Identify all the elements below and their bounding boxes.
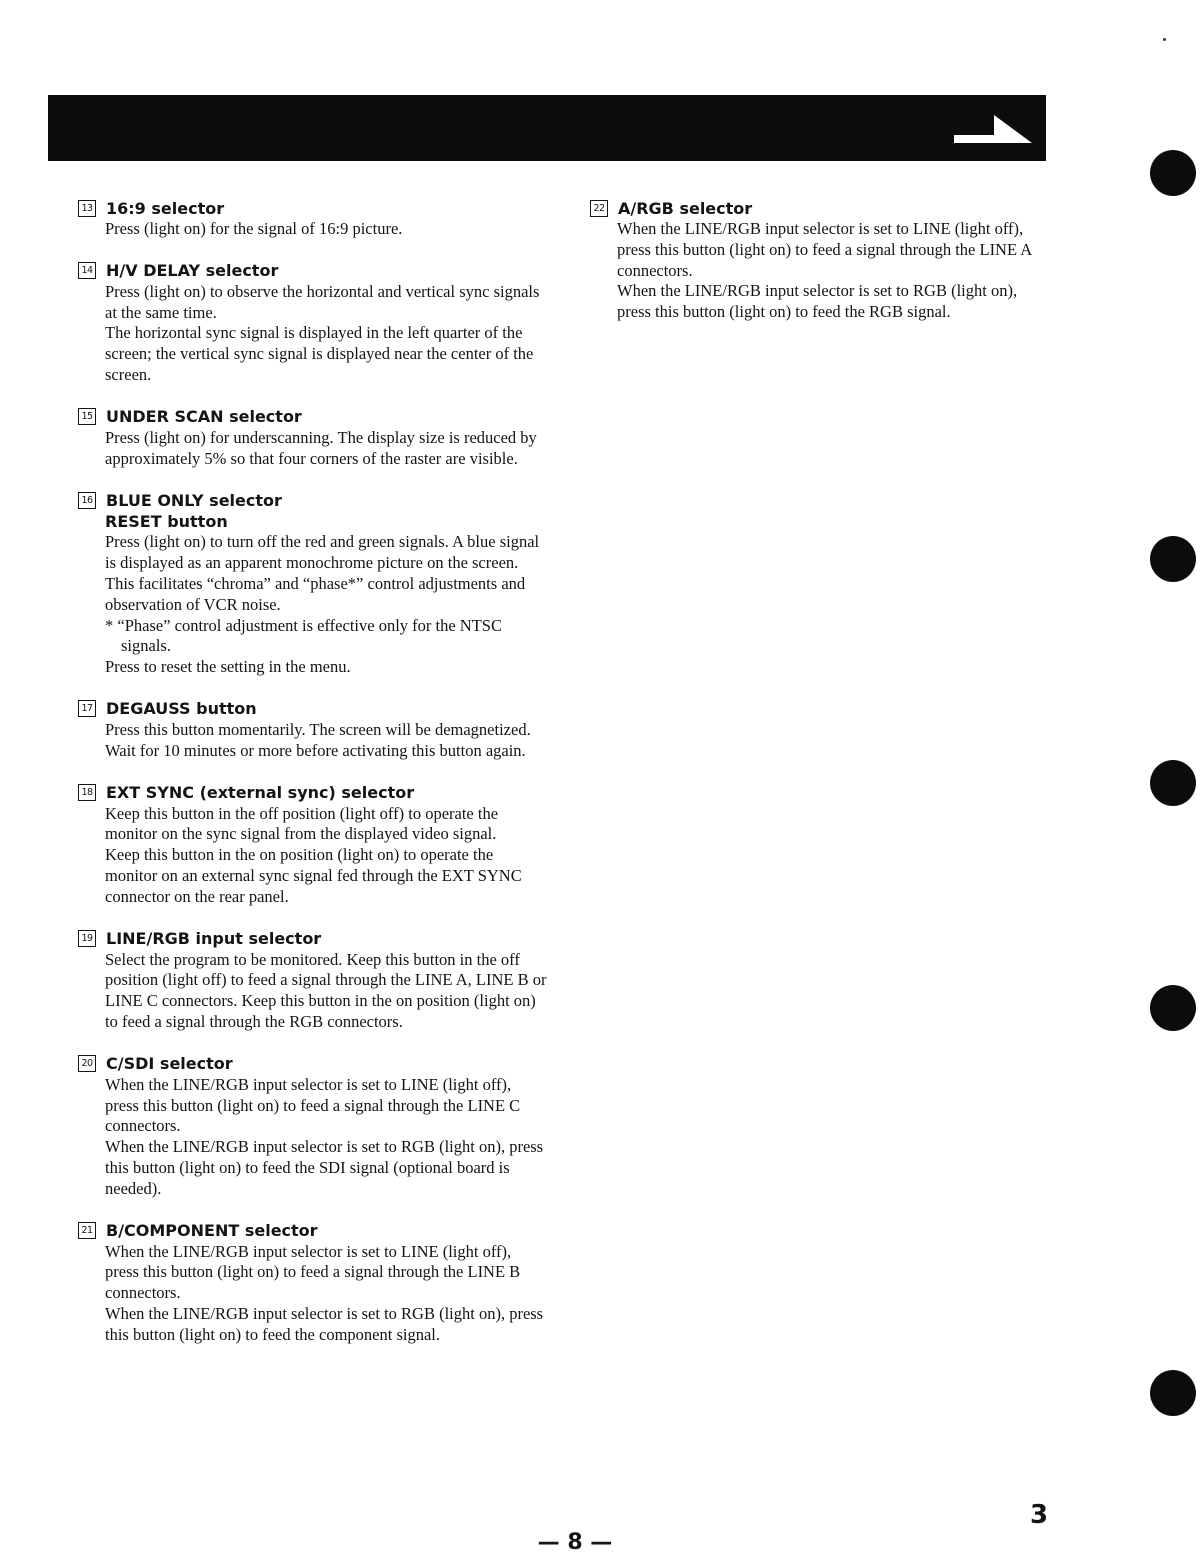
item-22 xyxy=(590,197,1040,323)
bullet-dot-5 xyxy=(1150,1370,1196,1416)
item-number: 16 xyxy=(78,492,96,509)
item-number: 19 xyxy=(78,930,96,947)
item-21 xyxy=(78,1220,548,1346)
item-text: Press to reset the setting in the menu. xyxy=(105,657,351,677)
item-number: 22 xyxy=(590,200,608,217)
item-15 xyxy=(78,406,548,470)
item-text: When the LINE/RGB input selector is set to RGB (light on), press this button (light on) to feed the SDI signal (optional board is needed). xyxy=(105,1137,544,1198)
item-19 xyxy=(78,928,548,1033)
item-20 xyxy=(78,1053,548,1200)
item-text: Press (light on) to observe the horizontal and vertical sync signals at the same time. xyxy=(105,281,540,322)
item-title: C/SDI selector xyxy=(106,1054,233,1074)
bullet-dot-1 xyxy=(1150,150,1196,196)
item-title: H/V DELAY selector xyxy=(106,261,279,281)
item-number: 13 xyxy=(78,200,96,217)
bullet-dot-4 xyxy=(1150,985,1196,1031)
item-text: Press (light on) to turn off the red and green signals. A blue signal is displayed as an apparent monochrome picture on the screen. This facilitates “chroma” and “phase*” control adjustments and observation of VCR noise. xyxy=(105,532,540,614)
item-number: 15 xyxy=(78,408,96,425)
item-number: 20 xyxy=(78,1055,96,1072)
item-title: UNDER SCAN selector xyxy=(106,407,302,427)
item-text: Press (light on) for underscanning. The display size is reduced by approximately 5% so that four corners of the raster are visible. xyxy=(105,427,537,468)
item-text: When the LINE/RGB input selector is set to RGB (light on), press this button (light on) to feed the component signal. xyxy=(105,1303,544,1344)
item-note: * “Phase” control adjustment is effective only for the NTSC signals. xyxy=(105,615,502,656)
speck xyxy=(1163,38,1166,41)
item-number: 17 xyxy=(78,700,96,717)
item-text: Keep this button in the on position (light on) to operate the monitor on an external sync signal fed through the EXT SYNC connector on the rear panel. xyxy=(105,845,522,906)
item-title: DEGAUSS button xyxy=(106,699,257,719)
item-text: Press this button momentarily. The screen will be demagnetized. Wait for 10 minutes or more before activating this button again. xyxy=(105,719,531,760)
item-title: EXT SYNC (external sync) selector xyxy=(106,783,415,803)
item-subtitle: RESET button xyxy=(105,512,228,532)
column-left xyxy=(78,197,548,1365)
item-text: When the LINE/RGB input selector is set to LINE (light off), press this button (light on) to feed a signal through the LINE B connectors. xyxy=(105,1241,521,1303)
header-bar xyxy=(48,95,1046,161)
bullet-dot-3 xyxy=(1150,760,1196,806)
item-number: 14 xyxy=(78,262,96,279)
item-title: LINE/RGB input selector xyxy=(106,929,322,949)
item-title: A/RGB selector xyxy=(618,198,753,218)
item-title: 16:9 selector xyxy=(106,198,225,218)
item-text: When the LINE/RGB input selector is set to RGB (light on), press this button (light on) to feed the RGB signal. xyxy=(617,281,1018,322)
item-text: When the LINE/RGB input selector is set to LINE (light off), press this button (light on) to feed a signal through the LINE C connectors. xyxy=(105,1074,521,1136)
item-title: BLUE ONLY selector xyxy=(106,490,282,510)
bullet-dot-2 xyxy=(1150,536,1196,582)
item-13 xyxy=(78,197,548,240)
item-text: The horizontal sync signal is displayed in the left quarter of the screen; the vertical sync signal is displayed near the center of the screen. xyxy=(105,323,534,384)
item-number: 18 xyxy=(78,784,96,801)
item-number: 21 xyxy=(78,1222,96,1239)
page-marker: 3 xyxy=(1030,1500,1049,1530)
column-right xyxy=(590,197,1040,343)
item-text: Select the program to be monitored. Keep this button in the off position (light off) to feed a signal through the LINE A, LINE B or LINE C connectors. Keep this button in the on position (light on) to feed a signal through the RGB connectors. xyxy=(105,949,547,1031)
item-text: Keep this button in the off position (light off) to operate the monitor on the sync signal from the displayed video signal. xyxy=(105,803,499,844)
item-18 xyxy=(78,782,548,908)
page-number: — 8 — xyxy=(537,1530,613,1555)
arrow-right-icon xyxy=(954,115,1032,145)
item-14 xyxy=(78,260,548,386)
item-text: Press (light on) for the signal of 16:9 picture. xyxy=(105,219,403,238)
item-16 xyxy=(78,489,548,678)
item-text: When the LINE/RGB input selector is set to LINE (light off), press this button (light on) to feed a signal through the LINE A connectors. xyxy=(617,219,1032,280)
item-title: B/COMPONENT selector xyxy=(106,1221,318,1240)
item-17 xyxy=(78,698,548,762)
